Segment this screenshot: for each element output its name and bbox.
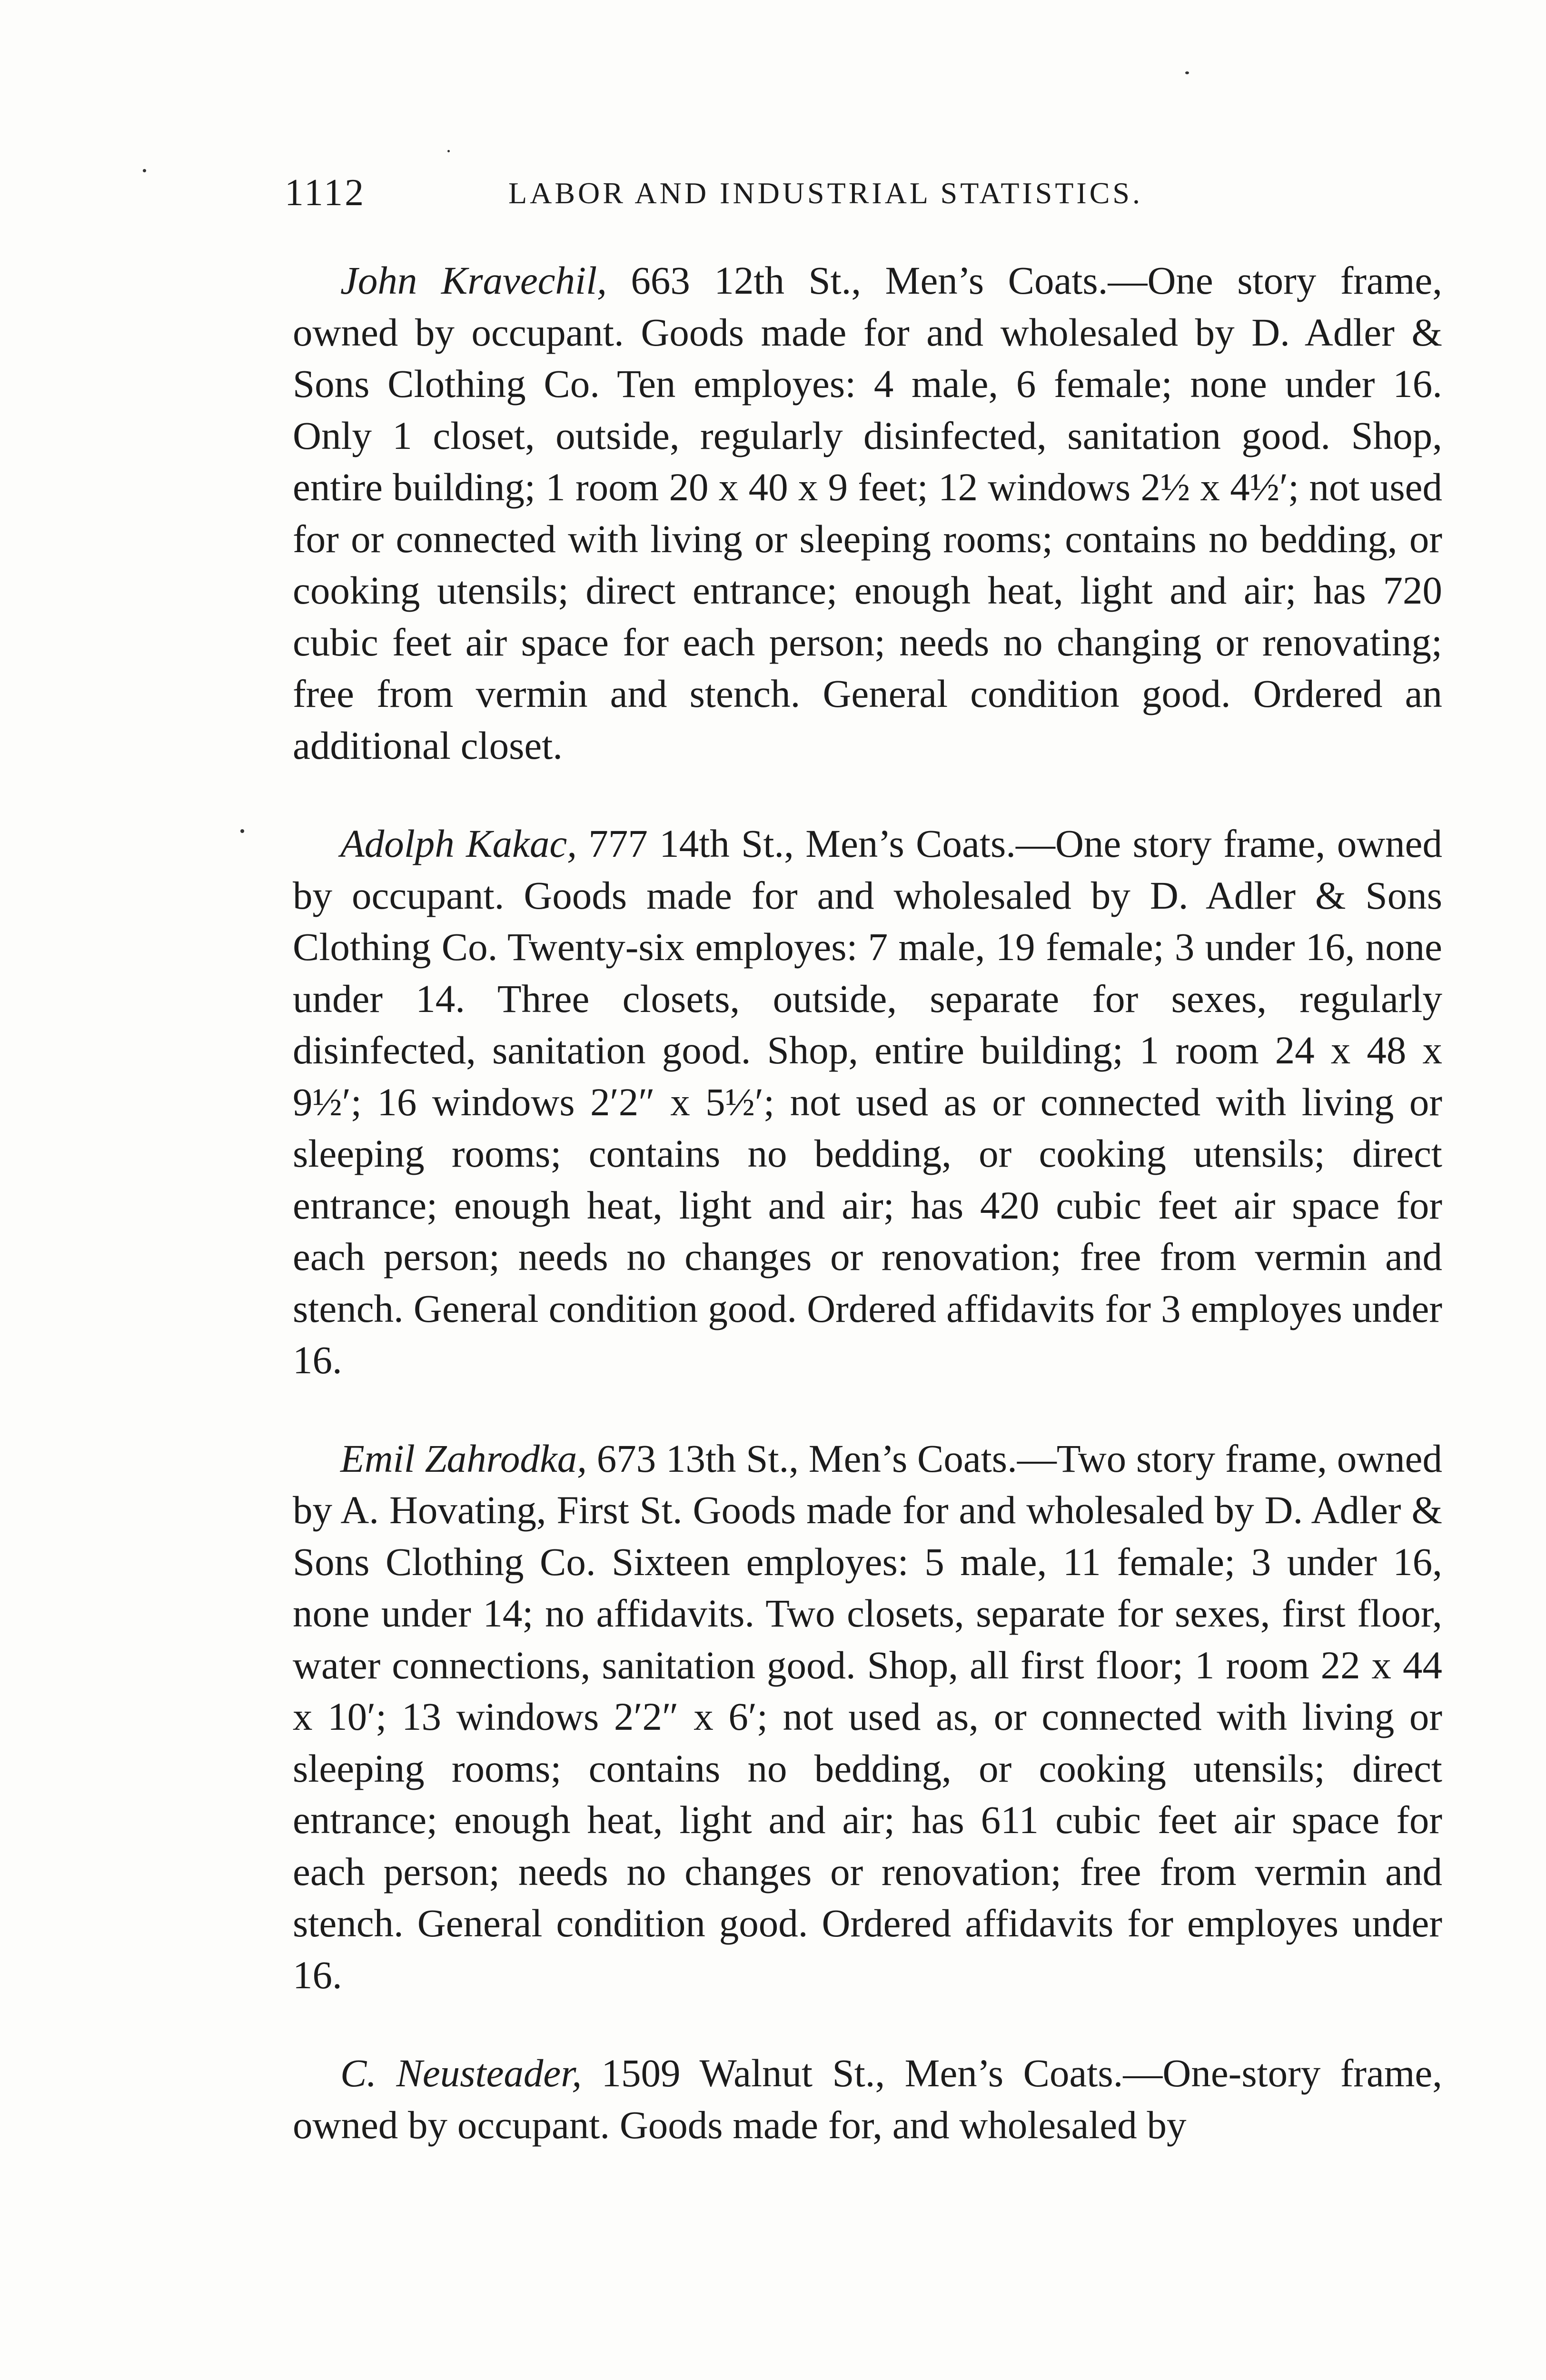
entry-text: 1509 Walnut St., Men’s Coats.—One-story frame, owned by occupant. Goods made for, and wholesaled by	[293, 2051, 1443, 2147]
entry-text: 663 12th St., Men’s Coats.—One story frame, owned by occupant. Goods made for and wholesaled by D. Adler & Sons Clothing Co. Ten employes: 4 male, 6 female; none under 16. Only 1 closet, outside, regularly disinfected, sanitation good. Shop, entire building; 1 room 20 x 40 x 9 feet; 12 windows 2½ x 4½′; not used for or connected with living or sleeping rooms; contains no bedding, or cooking utensils; direct entrance; enough heat, light and air; has 720 cubic feet air space for each person; needs no changing or renovating; free from vermin and stench. General condition good. Ordered an additional closet.	[293, 258, 1443, 767]
entry-name: Adolph Kakac,	[340, 822, 577, 865]
entry-paragraph	[293, 1433, 1442, 2001]
paper-speck	[447, 150, 450, 152]
entry-text: 673 13th St., Men’s Coats.—Two story frame, owned by A. Hovating, First St. Goods made for and wholesaled by D. Adler & Sons Clothing Co. Sixteen employes: 5 male, 11 female; 3 under 16, none under 14; no affidavits. Two closets, separate for sexes, first floor, water connections, sanitation good. Shop, all first floor; 1 room 22 x 44 x 10′; 13 windows 2′2″ x 6′; not used as, or connected with living or sleeping rooms; contains no bedding, or cooking utensils; direct entrance; enough heat, light and air; has 611 cubic feet air space for each person; needs no changes or renovation; free from vermin and stench. General condition good. Ordered affidavits for employes under 16.	[293, 1436, 1442, 1997]
body-text	[293, 255, 1442, 2151]
entry-paragraph	[293, 2047, 1442, 2151]
entry-name: C. Neusteader,	[340, 2051, 582, 2095]
page-number: 1112	[285, 172, 366, 214]
paper-speck	[143, 169, 146, 172]
running-title: LABOR AND INDUSTRIAL STATISTICS.	[508, 176, 1143, 210]
page-header	[285, 169, 1237, 226]
paper-speck	[240, 829, 244, 833]
entry-text: 777 14th St., Men’s Coats.—One story frame, owned by occupant. Goods made for and wholesaled by D. Adler & Sons Clothing Co. Twenty-six employes: 7 male, 19 female; 3 under 16, none under 14. Three closets, outside, separate for sexes, regularly disinfected, sanitation good. Shop, entire building; 1 room 24 x 48 x 9½′; 16 windows 2′2″ x 5½′; not used as or connected with living or sleeping rooms; contains no bedding, or cooking utensils; direct entrance; enough heat, light and air; has 420 cubic feet air space for each person; needs no changes or renovation; free from vermin and stench. General condition good. Ordered affidavits for 3 employes under 16.	[293, 822, 1442, 1382]
entry-name: John Kravechil,	[340, 258, 607, 302]
entry-paragraph	[293, 255, 1442, 771]
entry-name: Emil Zahrodka,	[340, 1436, 587, 1480]
entry-paragraph	[293, 818, 1442, 1386]
paper-speck	[1185, 71, 1189, 74]
